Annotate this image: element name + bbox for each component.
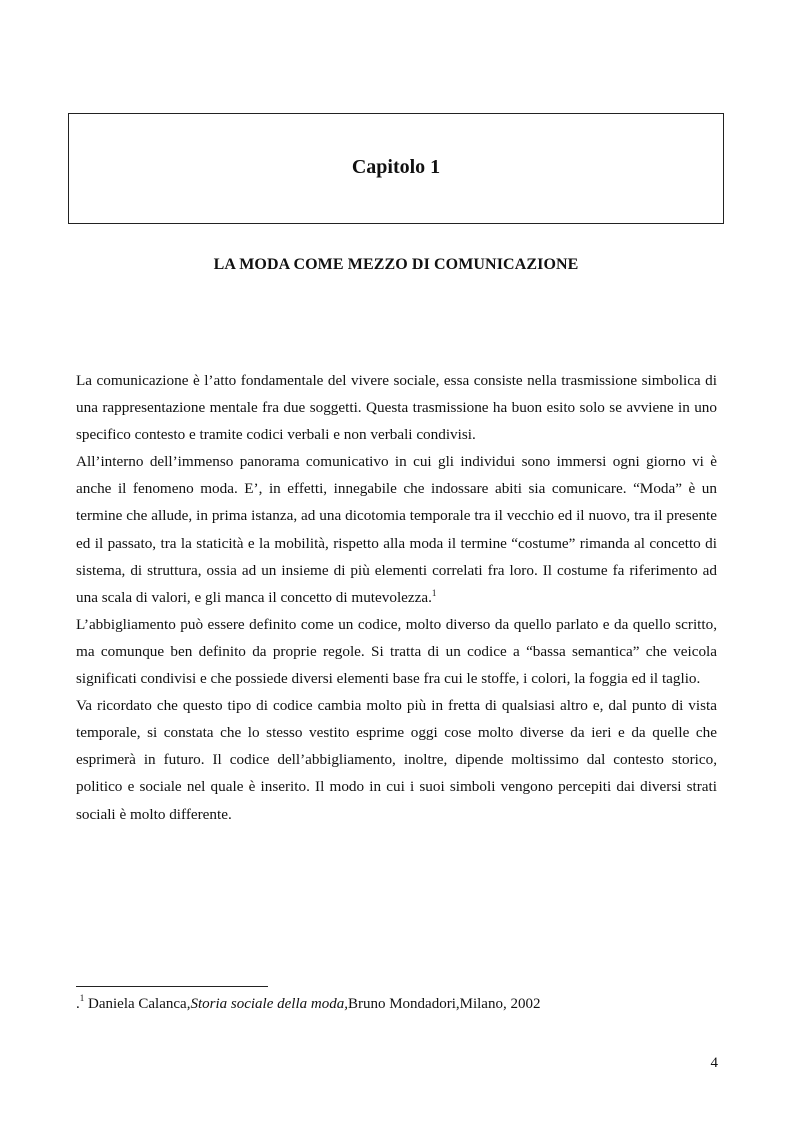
chapter-heading-box [68, 113, 724, 224]
footnote-separator [76, 986, 268, 987]
footnote [76, 993, 541, 1013]
chapter-subtitle: LA MODA COME MEZZO DI COMUNICAZIONE [213, 256, 579, 273]
paragraph: Va ricordato che questo tipo di codice cambia molto più in fretta di qualsiasi altro e, dal punto di vista temporale, si constata che lo stesso vestito esprime oggi cose molto diverse da ieri e da quelle che esprimerà in futuro. Il codice dell’abbigliamento, inoltre, dipende moltissimo dal contesto storico, politico e sociale nel quale è inserito. Il modo in cui i suoi simboli vengono percepiti dai diversi strati sociali è molto differente. [76, 697, 717, 823]
paragraph: L’abbigliamento può essere definito come un codice, molto diverso da quello parlato e da quello scritto, ma comunque ben definito da proprie regole. Si tratta di un codice a “bassa semantica” che veicola significati condivisi e che possiede diversi elementi base fra cui le stoffe, i colori, la foggia ed il taglio. [76, 615, 717, 688]
paragraph [76, 448, 717, 611]
paragraph: La comunicazione è l’atto fondamentale del vivere sociale, essa consiste nella trasmissione simbolica di una rappresentazione mentale fra due soggetti. Questa trasmissione ha buon esito solo se avviene in uno specifico contesto e tramite codici verbali e non verbali condivisi. [76, 372, 717, 444]
footnote-marker: 1 [79, 993, 85, 1003]
footnote-prefix: . [76, 996, 80, 1012]
paragraph-text: All’interno dell’immenso panorama comunicativo in cui gli individui sono immersi ogni giorno vi è anche il fenomeno moda. E’, in effetti, innegabile che indossare abiti sia comunicare. “Moda” è un termine che allude, in prima istanza, ad una dicotomia temporale tra il vecchio ed il nuovo, tra il presente ed il passato, tra la staticità e la mobilità, rispetto alla moda il termine “costume” rimanda al concetto di sistema, di struttura, ossia ad un insieme di più elementi correlati fra loro. Il costume fa riferimento ad una scala di valori, e gli manca il concetto di mutevolezza. [76, 453, 717, 606]
chapter-title: Capitolo 1 [351, 156, 441, 178]
footnote-book-title: Storia sociale della moda, [190, 996, 348, 1012]
footnote-author: Daniela Calanca, [84, 996, 191, 1012]
body-text [76, 367, 717, 828]
footnote-reference[interactable]: 1 [431, 587, 437, 598]
page-number: 4 [710, 1055, 718, 1071]
footnote-publisher: Bruno Mondadori,Milano, 2002 [347, 996, 541, 1012]
